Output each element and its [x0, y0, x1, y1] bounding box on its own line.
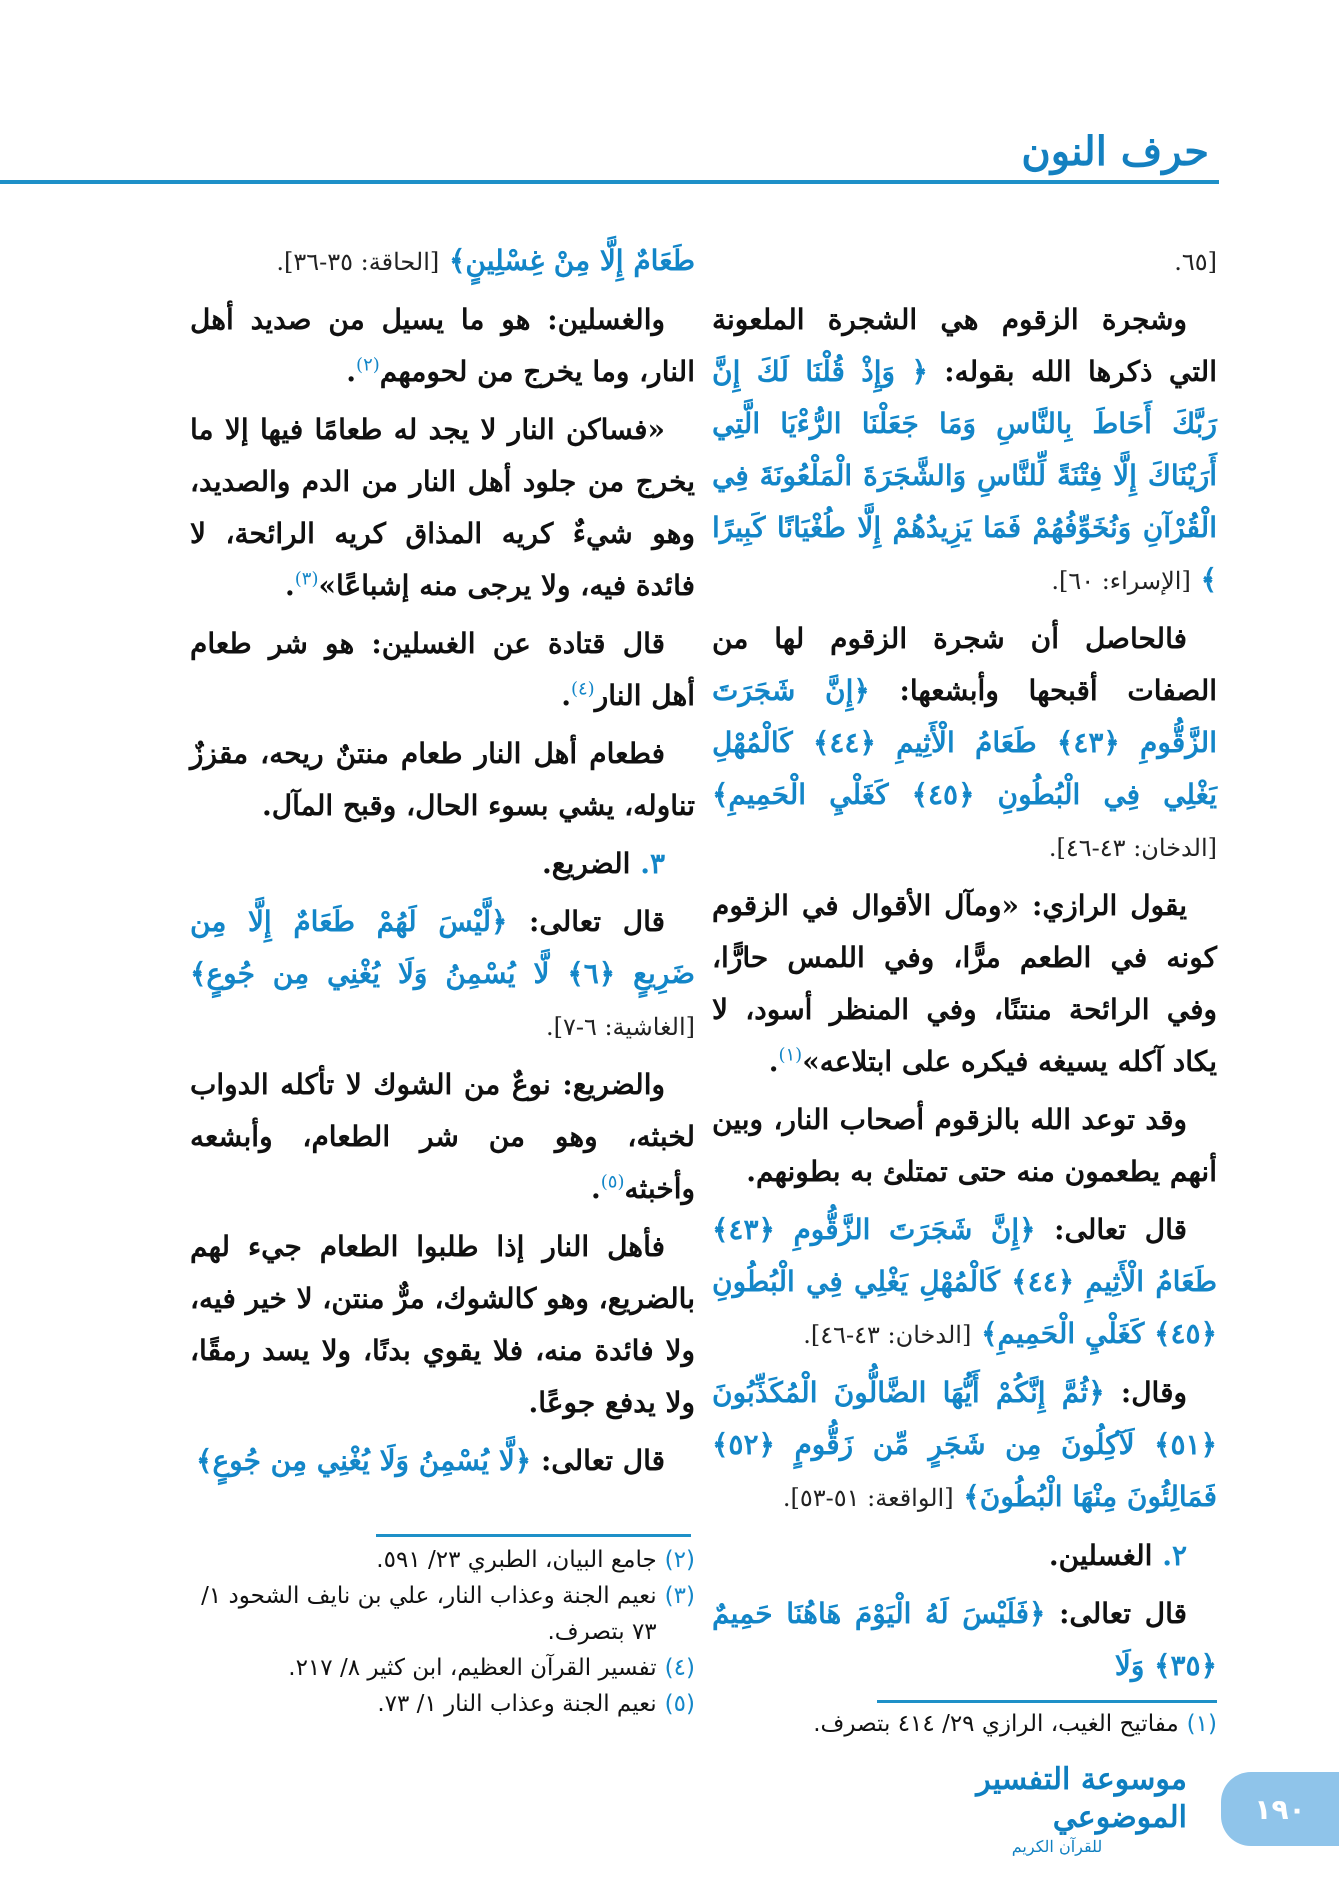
verse-reference: [الدخان: ٤٣-٤٦].	[1048, 834, 1217, 862]
footnote-text: تفسير القرآن العظيم، ابن كثير ٨/ ٢١٧.	[288, 1655, 657, 1681]
quran-verse: ﴿ثُمَّ إِنَّكُمْ أَيُّهَا الضَّالُّونَ الْمُكَذِّبُونَ ﴿٥١﴾ لَآكِلُونَ مِن شَجَرٍ مِّن زَقُّومٍ ﴿٥٢﴾ فَمَالِئُونَ مِنْهَا الْبُطُونَ﴾	[712, 1376, 1217, 1513]
paragraph: والغسلين: هو ما يسيل من صديد أهل النار، وما يخرج من لحومهم$^{(٢)}$.	[190, 303, 695, 388]
verse-reference: [الإسراء: ٦٠].	[1051, 567, 1191, 595]
footnote-divider	[376, 1534, 691, 1537]
paragraph-text: وشجرة الزقوم هي الشجرة الملعونة التي ذكرها الله بقوله:	[712, 303, 1217, 388]
footnote-divider	[877, 1700, 1217, 1703]
paragraph	[712, 613, 1217, 874]
paragraph	[712, 1204, 1217, 1361]
paragraph-text: فأهل النار إذا طلبوا الطعام جيء لهم بالضريع، وهو كالشوك، مرٌّ منتن، لا خير فيه، ولا فائدة منه، فلا يقوي بدنًا، ولا يسد رمقًا، ولا يدفع جوعًا.	[189, 1230, 695, 1419]
footnote-marker[interactable]: (٥)	[600, 1171, 625, 1193]
section-title: الغسلين.	[1048, 1539, 1163, 1572]
quran-verse: ﴿لَّيْسَ لَهُمْ طَعَامٌ إِلَّا مِن ضَرِيعٍ ﴿٦﴾ لَّا يُسْمِنُ وَلَا يُغْنِي مِن جُوعٍ﴾	[190, 905, 695, 990]
footnotes-left	[190, 1542, 695, 1722]
verse-reference: [الحاقة: ٣٥-٣٦].	[276, 248, 440, 276]
verse-reference: [الدخان: ٤٣-٤٦].	[803, 1321, 972, 1349]
section-number: ٣.	[640, 847, 665, 880]
footnote-text: نعيم الجنة وعذاب النار، علي بن نايف الشحود ١/ ٧٣ بتصرف.	[201, 1583, 657, 1645]
paragraph	[712, 294, 1217, 607]
logo-subtitle: للقرآن الكريم	[1011, 1837, 1103, 1856]
footnote-marker[interactable]: (٢)	[356, 354, 380, 376]
paragraph-text: وقال:	[1104, 1376, 1187, 1409]
paragraph-text: والغسلين: هو ما يسيل من صديد أهل النار، وما يخرج من لحومهم	[190, 303, 695, 388]
quran-verse: طَعَامٌ إِلَّا مِنْ غِسْلِينٍ﴾	[448, 244, 695, 277]
paragraph-text: «فساكن النار لا يجد له طعامًا فيها إلا ما يخرج من جلود أهل النار من الدم والصديد، وهو شيءٌ كريه المذاق كريه الرائحة، لا فائدة فيه، ولا يرجى منه إشباعًا»	[190, 413, 695, 602]
paragraph	[190, 1435, 695, 1487]
footnote-number: (١)	[1186, 1711, 1217, 1737]
paragraph	[190, 235, 695, 288]
page-title: حرف النون	[1021, 128, 1209, 175]
quran-verse: ﴿إِنَّ شَجَرَتَ الزَّقُّومِ ﴿٤٣﴾ طَعَامُ الْأَثِيمِ ﴿٤٤﴾ كَالْمُهْلِ يَغْلِي فِي الْبُطُونِ ﴿٤٥﴾ كَغَلْيِ الْحَمِيمِ﴾	[712, 1213, 1218, 1350]
footnote-number: (٥)	[664, 1691, 695, 1717]
footnotes-right	[712, 1706, 1217, 1742]
section-title: الضريع.	[541, 847, 641, 880]
footnote	[712, 1706, 1217, 1742]
page-number: ١٩٠	[1221, 1772, 1339, 1846]
paragraph	[712, 235, 1217, 288]
section-heading	[190, 838, 695, 890]
paragraph: قال قتادة عن الغسلين: هو شر طعام أهل النار$^{(٤)}$.	[190, 627, 695, 712]
paragraph-text: قال تعالى:	[507, 905, 665, 938]
encyclopedia-logo	[927, 1762, 1187, 1856]
left-column	[190, 235, 695, 1493]
footnote	[190, 1542, 695, 1578]
paragraph	[190, 728, 695, 832]
footnote-text: نعيم الجنة وعذاب النار ١/ ٧٣.	[377, 1691, 657, 1717]
paragraph	[712, 1094, 1217, 1198]
paragraph-text: وقد توعد الله بالزقوم أصحاب النار، وبين أنهم يطعمون منه حتى تمتلئ به بطونهم.	[712, 1103, 1217, 1188]
footnote-text: جامع البيان، الطبري ٢٣/ ٥٩١.	[376, 1547, 657, 1573]
paragraph-text: قال قتادة عن الغسلين: هو شر طعام أهل النار	[190, 627, 695, 712]
quran-verse: ﴿ وَإِذْ قُلْنَا لَكَ إِنَّ رَبَّكَ أَحَاطَ بِالنَّاسِ وَمَا جَعَلْنَا الرُّءْيَا الَّتِي أَرَيْنَاكَ إِلَّا فِتْنَةً لِّلنَّاسِ وَالشَّجَرَةَ الْمَلْعُونَةَ فِي الْقُرْآنِ وَنُخَوِّفُهُمْ فَمَا يَزِيدُهُمْ إِلَّا طُغْيَانًا كَبِيرًا ﴾	[712, 355, 1217, 596]
footnote-text: مفاتيح الغيب، الرازي ٢٩/ ٤١٤ بتصرف.	[813, 1711, 1179, 1737]
verse-reference: [الواقعة: ٥١-٥٣].	[782, 1484, 954, 1512]
paragraph-text: فالحاصل أن شجرة الزقوم لها من الصفات أقبحها وأبشعها:	[712, 622, 1218, 707]
logo-title: موسوعة التفسير الموضوعي	[976, 1762, 1187, 1835]
quran-verse: ﴿لَّا يُسْمِنُ وَلَا يُغْنِي مِن جُوعٍ﴾	[196, 1444, 532, 1477]
section-number: ٢.	[1162, 1539, 1187, 1572]
paragraph-text: قال تعالى:	[1045, 1597, 1187, 1630]
footnote-number: (٢)	[664, 1547, 695, 1573]
footnote-number: (٤)	[664, 1655, 695, 1681]
footnote	[190, 1650, 695, 1686]
footnote-marker[interactable]: (٤)	[570, 678, 595, 700]
paragraph-text: قال تعالى:	[1035, 1213, 1187, 1246]
quran-verse: ﴿إِنَّ شَجَرَتَ الزَّقُّومِ ﴿٤٣﴾ طَعَامُ الْأَثِيمِ ﴿٤٤﴾ كَالْمُهْلِ يَغْلِي فِي الْبُطُونِ ﴿٤٥﴾ كَغَلْيِ الْحَمِيمِ﴾	[712, 674, 1217, 811]
paragraph-text: يقول الرازي: «ومآل الأقوال في الزقوم كونه في الطعم مرًّا، وفي اللمس حارًّا، وفي الرائحة منتنًا، وفي المنظر أسود، لا يكاد آكله يسيغه فيكره على ابتلاعه»	[712, 889, 1217, 1078]
footnote-marker[interactable]: (٣)	[294, 568, 319, 590]
footnote-number: (٣)	[664, 1583, 695, 1609]
footnote-marker[interactable]: (١)	[778, 1044, 803, 1066]
paragraph: «فساكن النار لا يجد له طعامًا فيها إلا ما يخرج من جلود أهل النار من الدم والصديد، وهو شيءٌ كريه المذاق كريه الرائحة، لا فائدة فيه، ولا يرجى منه إشباعًا»$^{(٣)}$.	[190, 413, 695, 602]
footnote	[190, 1686, 695, 1722]
footnote	[190, 1578, 695, 1650]
paragraph	[712, 1588, 1217, 1692]
paragraph: يقول الرازي: «ومآل الأقوال في الزقوم كونه في الطعم مرًّا، وفي اللمس حارًّا، وفي الرائحة منتنًا، وفي المنظر أسود، لا يكاد آكله يسيغه فيكره على ابتلاعه»$^{(١)}$.	[712, 889, 1217, 1078]
paragraph-text: فطعام أهل النار طعام منتنٌ ريحه، مقززٌ تناوله، يشي بسوء الحال، وقبح المآل.	[190, 737, 695, 822]
verse-reference: [الغاشية: ٦-٧].	[545, 1013, 695, 1041]
paragraph	[190, 1221, 695, 1429]
header-divider	[0, 180, 1219, 184]
quran-verse: ﴿فَلَيْسَ لَهُ الْيَوْمَ هَاهُنَا حَمِيمٌ ﴿٣٥﴾ وَلَا	[712, 1597, 1217, 1682]
paragraph	[190, 896, 695, 1053]
paragraph-text: قال تعالى:	[531, 1444, 665, 1477]
section-heading	[712, 1530, 1217, 1582]
paragraph-text: والضريع: نوعٌ من الشوك لا تأكله الدواب لخبثه، وهو من شر الطعام، وأبشعه وأخبثه	[190, 1068, 695, 1205]
verse-reference: [٦٥.	[1174, 248, 1217, 276]
right-column	[712, 235, 1217, 1698]
paragraph: والضريع: نوعٌ من الشوك لا تأكله الدواب لخبثه، وهو من شر الطعام، وأبشعه وأخبثه$^{(٥)}$.	[190, 1068, 695, 1205]
paragraph	[712, 1367, 1217, 1524]
